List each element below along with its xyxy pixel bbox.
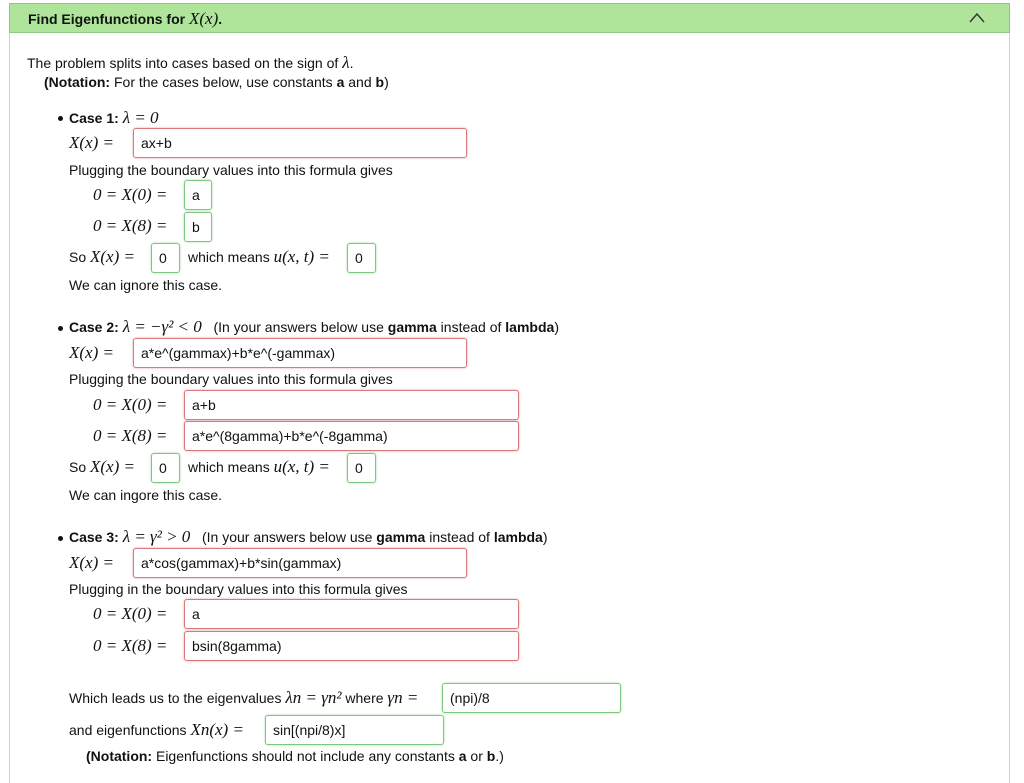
case3-bc8-input[interactable]: bsin(8gamma): [184, 631, 519, 661]
chevron-up-icon[interactable]: [969, 10, 985, 26]
eigenvalues-label: Which leads us to the eigenvalues λn = γn² where γn =: [69, 688, 419, 707]
case3-bc0-input[interactable]: a: [184, 599, 519, 629]
case1-so-label: So X(x) =: [69, 247, 135, 266]
case1-so-input[interactable]: 0: [151, 243, 180, 273]
case3-x-label: X(x) =: [69, 553, 114, 572]
notation-text: (Notation: For the cases below, use constants a and b): [44, 74, 389, 90]
case1-x-input[interactable]: ax+b: [133, 128, 467, 158]
case3-x-input[interactable]: a*cos(gammax)+b*sin(gammax): [133, 548, 467, 578]
bullet: [58, 536, 63, 541]
case2-bc8-label: 0 = X(8) =: [93, 426, 168, 445]
eigenfunction-input[interactable]: sin[(npi/8)x]: [265, 715, 444, 745]
case2-bc0-input[interactable]: a+b: [184, 390, 519, 420]
title-math: X(x): [189, 9, 219, 28]
case2-ignore-text: We can ingore this case.: [69, 487, 223, 503]
case2-heading: Case 2: λ = −γ² < 0 (In your answers below use gamma instead of lambda): [69, 317, 559, 336]
eigen-notation-text: (Notation: Eigenfunctions should not include any constants a or b.): [86, 748, 504, 764]
section-header[interactable]: [9, 3, 1010, 33]
case3-bc8-label: 0 = X(8) =: [93, 636, 168, 655]
case1-bc0-label: 0 = X(0) =: [93, 185, 168, 204]
bullet: [58, 116, 63, 121]
case3-bc0-label: 0 = X(0) =: [93, 604, 168, 623]
case1-x-label: X(x) =: [69, 133, 114, 152]
case1-bc8-input[interactable]: b: [184, 212, 212, 242]
case1-bc8-label: 0 = X(8) =: [93, 216, 168, 235]
case3-plug-text: Plugging in the boundary values into this formula gives: [69, 581, 408, 597]
intro-text: The problem splits into cases based on the sign of λ.: [27, 53, 354, 72]
case1-u-input[interactable]: 0: [347, 243, 376, 273]
section-title: Find Eigenfunctions for X(x).: [28, 9, 223, 28]
case1-ignore-text: We can ignore this case.: [69, 277, 223, 293]
eigenfunctions-label: and eigenfunctions Xn(x) =: [69, 720, 244, 739]
case2-u-input[interactable]: 0: [347, 453, 376, 483]
case1-plug-text: Plugging the boundary values into this formula gives: [69, 162, 393, 178]
case3-heading: Case 3: λ = γ² > 0 (In your answers below use gamma instead of lambda): [69, 527, 548, 546]
case2-bc8-input[interactable]: a*e^(8gamma)+b*e^(-8gamma): [184, 421, 519, 451]
case2-so-input[interactable]: 0: [151, 453, 180, 483]
gamma-n-input[interactable]: (npi)/8: [442, 683, 621, 713]
case1-bc0-input[interactable]: a: [184, 180, 212, 210]
case2-bc0-label: 0 = X(0) =: [93, 395, 168, 414]
case2-so-label: So X(x) =: [69, 457, 135, 476]
bullet: [58, 326, 63, 331]
case2-which-label: which means u(x, t) =: [188, 457, 330, 476]
case2-plug-text: Plugging the boundary values into this formula gives: [69, 371, 393, 387]
case2-x-input[interactable]: a*e^(gammax)+b*e^(-gammax): [133, 338, 467, 368]
case2-x-label: X(x) =: [69, 343, 114, 362]
case1-heading: Case 1: λ = 0: [69, 108, 159, 127]
case1-which-label: which means u(x, t) =: [188, 247, 330, 266]
